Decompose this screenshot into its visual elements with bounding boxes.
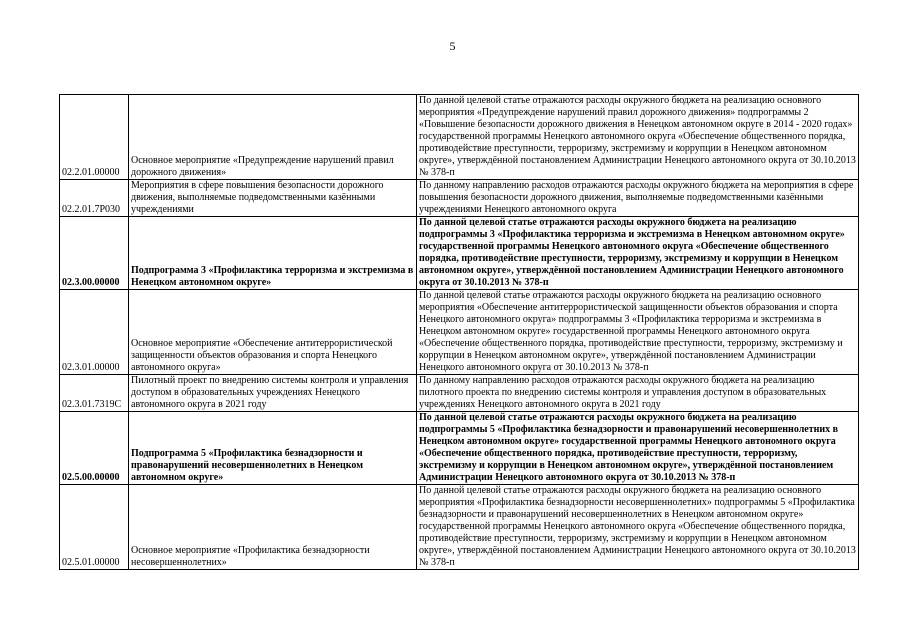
target-description-cell: По данной целевой статье отражаются расходы окружного бюджета на реализацию подпрограммы 3 «Профилактика терроризма и экстремизма в Ненецком автономном округе» государственной программы Ненецкого автономного округа «Обеспечение общественного порядка, противодействие преступности, терроризму, экстремизму и коррупции в Ненецком автономном округе», утверждённой постановлением Администрации Ненецкого автономного округа от 30.10.2013 № 378-п bbox=[417, 217, 859, 290]
table-row bbox=[60, 375, 859, 412]
target-description-cell: По данному направлению расходов отражаются расходы окружного бюджета на реализацию пилотного проекта по внедрению системы контроля и управления доступом в образовательных учреждениях Ненецкого автономного округа в 2021 году bbox=[417, 375, 859, 412]
table-row bbox=[60, 95, 859, 180]
target-code-cell: 02.2.01.7Р030 bbox=[60, 180, 129, 217]
target-description-cell: По данной целевой статье отражаются расходы окружного бюджета на реализацию основного мероприятия «Профилактика безнадзорности несовершеннолетних» подпрограммы 5 «Профилактика безнадзорности и правонарушений несовершеннолетних в Ненецком автономном округе» государственной программы Ненецкого автономного округа «Обеспечение общественного порядка, противодействие преступности, терроризму, экстремизму и коррупции в Ненецком автономном округе», утверждённой постановлением Администрации Ненецкого автономного округа от 30.10.2013 № 378-п bbox=[417, 485, 859, 570]
target-name-cell: Основное мероприятие «Предупреждение нарушений правил дорожного движения» bbox=[129, 95, 417, 180]
table-row bbox=[60, 180, 859, 217]
target-name-cell: Подпрограмма 5 «Профилактика безнадзорности и правонарушений несовершеннолетних в Ненецком автономном округе» bbox=[129, 412, 417, 485]
target-code-cell: 02.3.00.00000 bbox=[60, 217, 129, 290]
page-number: 5 bbox=[449, 39, 456, 53]
table-row bbox=[60, 290, 859, 375]
target-description-cell: По данному направлению расходов отражаются расходы окружного бюджета на мероприятия в сфере повышения безопасности дорожного движения, выполняемые подведомственными казёнными учреждениями Ненецкого автономного округа bbox=[417, 180, 859, 217]
table-row bbox=[60, 217, 859, 290]
target-code-cell: 02.3.01.00000 bbox=[60, 290, 129, 375]
target-name-cell: Мероприятия в сфере повышения безопасности дорожного движения, выполняемые подведомственными казёнными учреждениями bbox=[129, 180, 417, 217]
target-name-cell: Пилотный проект по внедрению системы контроля и управления доступом в образовательных учреждениях Ненецкого автономного округа в 2021 году bbox=[129, 375, 417, 412]
target-code-cell: 02.5.01.00000 bbox=[60, 485, 129, 570]
target-code-cell: 02.3.01.7319С bbox=[60, 375, 129, 412]
target-description-cell: По данной целевой статье отражаются расходы окружного бюджета на реализацию подпрограммы 5 «Профилактика безнадзорности и правонарушений несовершеннолетних в Ненецком автономном округе» государственной программы Ненецкого автономного округа «Обеспечение общественного порядка, противодействие преступности, терроризму, экстремизму и коррупции в Ненецком автономном округе», утверждённой постановлением Администрации Ненецкого автономного округа от 30.10.2013 № 378-п bbox=[417, 412, 859, 485]
target-name-cell: Основное мероприятие «Обеспечение антитеррористической защищенности объектов образования и спорта Ненецкого автономного округа» bbox=[129, 290, 417, 375]
budget-classification-table bbox=[59, 94, 859, 570]
target-code-cell: 02.2.01.00000 bbox=[60, 95, 129, 180]
target-description-cell: По данной целевой статье отражаются расходы окружного бюджета на реализацию основного мероприятия «Предупреждение нарушений правил дорожного движения» подпрограммы 2 «Повышение безопасности дорожного движения в Ненецком автономном округе в 2014 - 2020 годах» государственной программы Ненецкого автономного округа «Обеспечение общественного порядка, противодействие преступности, терроризму, экстремизму и коррупции в Ненецком автономном округе», утверждённой постановлением Администрации Ненецкого автономного округа от 30.10.2013 № 378-п bbox=[417, 95, 859, 180]
table-row bbox=[60, 485, 859, 570]
target-code-cell: 02.5.00.00000 bbox=[60, 412, 129, 485]
target-name-cell: Основное мероприятие «Профилактика безнадзорности несовершеннолетних» bbox=[129, 485, 417, 570]
table-row bbox=[60, 412, 859, 485]
target-name-cell: Подпрограмма 3 «Профилактика терроризма и экстремизма в Ненецком автономном округе» bbox=[129, 217, 417, 290]
target-description-cell: По данной целевой статье отражаются расходы окружного бюджета на реализацию основного мероприятия «Обеспечение антитеррористической защищенности объектов образования и спорта Ненецкого автономного округа» подпрограммы 3 «Профилактика терроризма и экстремизма в Ненецком автономном округе» государственной программы Ненецкого автономного округа «Обеспечение общественного порядка, противодействие преступности, терроризму, экстремизму и коррупции в Ненецком автономном округе», утверждённой постановлением Администрации Ненецкого автономного округа от 30.10.2013 № 378-п bbox=[417, 290, 859, 375]
